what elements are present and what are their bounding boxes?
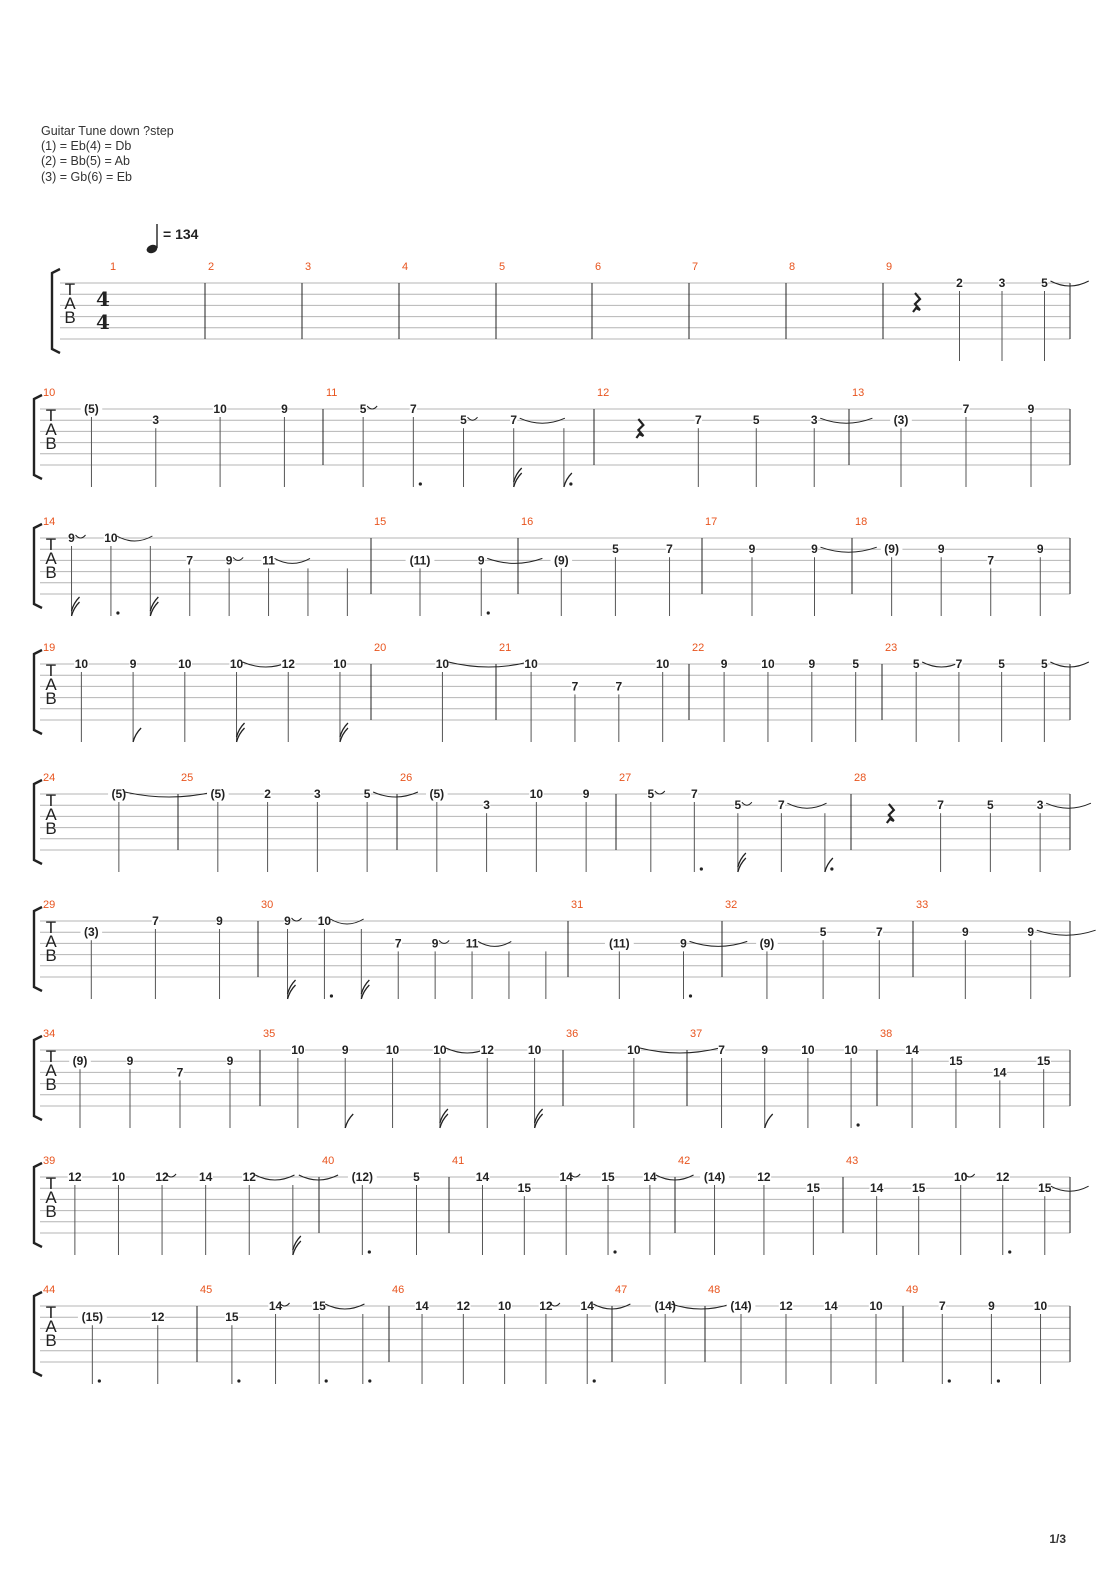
tab-system-1	[52, 261, 1089, 361]
fret-number: 10	[627, 1043, 641, 1057]
fret-number: 12	[996, 1170, 1010, 1184]
fret-number: 9	[68, 531, 75, 545]
measure-number: 11	[326, 387, 338, 399]
measure-number: 1	[110, 261, 117, 273]
fret-number: 14	[198, 1170, 213, 1184]
fret-number: 10	[869, 1299, 883, 1313]
fret-number: 15	[911, 1181, 926, 1196]
note-flag	[133, 728, 141, 742]
measure-number: 30	[261, 899, 274, 911]
fret-number: 7	[571, 679, 579, 694]
measure-number: 8	[789, 261, 796, 273]
fret-number: 10	[524, 657, 538, 671]
fret-number: 5	[1041, 657, 1048, 671]
measure-number: 12	[597, 387, 610, 399]
measure-number: 20	[374, 642, 387, 654]
fret-number: 14	[869, 1181, 884, 1196]
tab-clef-letter: A	[45, 1188, 57, 1207]
fret-number: 11	[465, 936, 479, 951]
fret-number: 15	[1037, 1054, 1051, 1069]
fret-number: (14)	[654, 1299, 676, 1313]
measure-number: 42	[678, 1155, 691, 1167]
measure-number: 19	[43, 642, 56, 654]
fret-number: 9	[126, 1054, 134, 1069]
measure-number: 5	[499, 261, 506, 273]
dot	[368, 1250, 371, 1253]
fret-number: 7	[778, 798, 785, 813]
fret-number: 10	[1033, 1299, 1048, 1313]
measure-number: 31	[571, 899, 584, 911]
fret-number: 9	[811, 542, 818, 557]
tab-clef-letter: A	[64, 294, 76, 313]
fret-number: 10	[385, 1043, 400, 1057]
fret-number: 10	[104, 531, 118, 545]
fret-number: 7	[718, 1043, 725, 1057]
fret-number: 15	[949, 1054, 963, 1069]
tab-system-5	[34, 772, 1091, 872]
fret-number: 5	[1041, 276, 1048, 290]
fret-number: 7	[875, 925, 883, 940]
fret-number: 9	[281, 402, 288, 416]
fret-number: (9)	[884, 542, 899, 557]
tuning-line: Guitar Tune down ?step	[41, 124, 174, 138]
fret-number: (5)	[429, 787, 445, 801]
fret-number: 9	[937, 542, 945, 557]
tab-clef-letter: B	[45, 1075, 57, 1094]
tab-clef-letter: T	[45, 661, 57, 680]
tab-clef-letter: T	[45, 406, 57, 425]
tab-clef-letter: T	[45, 791, 57, 810]
fret-number: 14	[268, 1299, 283, 1313]
dot	[98, 1379, 101, 1382]
measure-number: 18	[855, 516, 868, 528]
fret-number: 10	[74, 657, 89, 671]
fret-number: 15	[601, 1170, 615, 1184]
system-bracket	[34, 907, 42, 991]
fret-number: 14	[580, 1299, 594, 1313]
fret-number: 9	[284, 914, 291, 928]
tab-system-9	[34, 1284, 1070, 1384]
tab-system-2	[34, 387, 1070, 487]
fret-number: 9	[1027, 402, 1035, 416]
measure-number: 6	[595, 261, 602, 273]
measure-number: 49	[906, 1284, 919, 1296]
tab-system-4	[34, 642, 1089, 742]
fret-number: 9	[341, 1043, 349, 1057]
fret-number: 9	[761, 1043, 769, 1057]
dot	[689, 994, 692, 997]
dot	[487, 611, 490, 614]
tab-system-7	[34, 1028, 1070, 1128]
measure-number: 16	[521, 516, 534, 528]
measure-number: 24	[43, 772, 56, 784]
dot	[419, 482, 422, 485]
fret-number: 9	[477, 553, 485, 568]
dot	[116, 611, 119, 614]
fret-number: 12	[151, 1310, 165, 1325]
measure-number: 39	[43, 1155, 56, 1167]
fret-number: 9	[431, 936, 439, 951]
measure-number: 32	[725, 899, 738, 911]
measure-number: 33	[916, 899, 929, 911]
fret-number: 10	[656, 657, 670, 671]
fret-number: 12	[155, 1170, 169, 1184]
fret-number: 5	[998, 657, 1005, 671]
fret-number: 7	[937, 798, 944, 813]
fret-number: 10	[954, 1170, 968, 1184]
fret-number: 12	[757, 1170, 771, 1184]
fret-number: (9)	[72, 1054, 88, 1069]
measure-number: 7	[692, 261, 699, 273]
fret-number: 5	[647, 787, 655, 801]
tab-system-8	[34, 1155, 1089, 1255]
system-bracket	[34, 524, 42, 608]
fret-number: (5)	[111, 787, 127, 801]
tab-clef-letter: A	[45, 420, 57, 439]
measure-number: 3	[305, 261, 312, 273]
fret-number: 12	[281, 657, 295, 671]
measure-number: 27	[619, 772, 632, 784]
fret-number: 14	[993, 1065, 1007, 1080]
measure-number: 35	[263, 1028, 276, 1040]
fret-number: 9	[1027, 925, 1035, 940]
dot	[330, 994, 333, 997]
fret-number: 10	[291, 1043, 305, 1057]
fret-number: 9	[1036, 542, 1044, 557]
fret-number: (5)	[210, 787, 226, 801]
fret-number: 5	[752, 413, 760, 428]
measure-number: 29	[43, 899, 56, 911]
tab-clef-letter: T	[64, 280, 76, 299]
measure-number: 37	[690, 1028, 703, 1040]
measure-number: 40	[322, 1155, 335, 1167]
tab-clef-letter: A	[45, 549, 57, 568]
tab-clef-letter: B	[45, 689, 57, 708]
fret-number: 7	[409, 402, 417, 416]
page-number: 1/3	[1049, 1532, 1066, 1546]
fret-number: 9	[680, 936, 687, 951]
tuning-line: (1) = Eb(4) = Db	[41, 139, 132, 154]
measure-number: 2	[208, 261, 215, 273]
fret-number: 10	[111, 1170, 126, 1184]
dot	[997, 1379, 1000, 1382]
fret-number: 14	[824, 1299, 838, 1313]
dot	[1008, 1250, 1011, 1253]
dot	[569, 482, 572, 485]
fret-number: 7	[694, 413, 702, 428]
tab-clef-letter: B	[45, 946, 57, 965]
fret-number: 9	[748, 542, 756, 557]
fret-number: (14)	[703, 1170, 726, 1184]
fret-number: 7	[938, 1299, 946, 1313]
tab-clef-letter: B	[45, 434, 57, 453]
measure-number: 23	[885, 642, 898, 654]
fret-number: 14	[905, 1043, 919, 1057]
tab-clef-letter: A	[45, 932, 57, 951]
system-bracket	[34, 1163, 42, 1247]
fret-number: 14	[415, 1299, 429, 1313]
fret-number: 9	[216, 914, 223, 928]
fret-number: 12	[456, 1299, 471, 1313]
tab-clef-letter: B	[45, 563, 57, 582]
measure-number: 43	[846, 1155, 859, 1167]
fret-number: 12	[539, 1299, 553, 1313]
fret-number: 5	[734, 798, 742, 813]
fret-number: 10	[801, 1043, 815, 1057]
tab-system-6	[34, 899, 1096, 999]
measure-number: 34	[43, 1028, 56, 1040]
rest-symbol	[636, 419, 643, 438]
fret-number: 10	[433, 1043, 447, 1057]
fret-number: 12	[480, 1043, 494, 1057]
measure-number: 13	[852, 387, 865, 399]
tab-clef-letter: B	[45, 1331, 57, 1350]
measure-number: 17	[705, 516, 718, 528]
tab-clef-letter: A	[45, 675, 57, 694]
fret-number: (11)	[409, 553, 431, 568]
fret-number: 7	[987, 553, 995, 568]
tab-clef-letter: A	[45, 1061, 57, 1080]
fret-number: 12	[242, 1170, 256, 1184]
measure-number: 38	[880, 1028, 893, 1040]
tab-clef-letter: T	[45, 918, 57, 937]
note-flag	[345, 1114, 353, 1128]
measure-number: 26	[400, 772, 413, 784]
fret-number: 10	[213, 402, 227, 416]
fret-number: (11)	[608, 936, 630, 951]
fret-number: 10	[229, 657, 244, 671]
measure-number: 25	[181, 772, 194, 784]
measure-number: 45	[200, 1284, 213, 1296]
fret-number: 3	[998, 276, 1006, 290]
fret-number: (3)	[893, 413, 909, 428]
fret-number: 5	[413, 1170, 420, 1184]
fret-number: 10	[529, 787, 544, 801]
measure-number: 9	[886, 261, 893, 273]
fret-number: 14	[559, 1170, 573, 1184]
fret-number: 7	[615, 679, 623, 694]
fret-number: 14	[475, 1170, 490, 1184]
fret-number: 7	[510, 413, 518, 428]
dot	[368, 1379, 371, 1382]
measure-number: 41	[452, 1155, 465, 1167]
fret-number: 9	[720, 657, 728, 671]
fret-number: (14)	[730, 1299, 752, 1313]
fret-number: 7	[152, 914, 159, 928]
fret-number: 7	[690, 787, 698, 801]
system-bracket	[34, 780, 42, 864]
measure-number: 28	[854, 772, 867, 784]
fret-number: 3	[152, 413, 160, 428]
tab-clef-letter: B	[45, 1202, 57, 1221]
fret-number: 10	[527, 1043, 542, 1057]
fret-number: 7	[666, 542, 673, 557]
fret-number: 3	[314, 787, 321, 801]
measure-number: 14	[43, 516, 56, 528]
tuning-line: (2) = Bb(5) = Ab	[41, 154, 130, 169]
measure-number: 4	[402, 261, 409, 273]
measure-number: 10	[43, 387, 56, 399]
fret-number: 10	[435, 657, 450, 671]
fret-number: 14	[643, 1170, 657, 1184]
system-bracket	[52, 269, 60, 353]
rest-symbol	[887, 804, 894, 823]
system-bracket	[34, 1292, 42, 1376]
measure-number: 36	[566, 1028, 579, 1040]
fret-number: 3	[1036, 798, 1044, 813]
fret-number: (15)	[81, 1310, 104, 1325]
fret-number: 10	[317, 914, 332, 928]
fret-number: 5	[912, 657, 920, 671]
measure-number: 15	[374, 516, 387, 528]
system-bracket	[34, 650, 42, 734]
fret-number: 5	[359, 402, 367, 416]
dot	[325, 1379, 328, 1382]
tempo-value: = 134	[163, 226, 199, 242]
tab-clef-letter: A	[45, 805, 57, 824]
dot	[593, 1379, 596, 1382]
tab-system-3	[34, 516, 1070, 616]
tab-clef-letter: A	[45, 1317, 57, 1336]
fret-number: 15	[1038, 1181, 1052, 1196]
fret-number: 9	[226, 1054, 234, 1069]
fret-number: 15	[225, 1310, 239, 1325]
measure-number: 21	[499, 642, 512, 654]
fret-number: 9	[582, 787, 590, 801]
fret-number: 15	[312, 1299, 326, 1313]
dot	[830, 867, 833, 870]
fret-number: 3	[483, 798, 490, 813]
fret-number: 12	[779, 1299, 793, 1313]
tab-clef-letter: B	[64, 308, 76, 327]
fret-number: 7	[394, 936, 402, 951]
fret-number: 2	[956, 276, 963, 290]
tab-clef-letter: B	[45, 819, 57, 838]
tuning-line: (3) = Gb(6) = Eb	[41, 169, 133, 184]
measure-number: 46	[392, 1284, 405, 1296]
time-signature-bottom: 4	[96, 310, 110, 334]
fret-number: (12)	[351, 1170, 374, 1184]
dot	[856, 1123, 859, 1126]
fret-number: 9	[961, 925, 969, 940]
note-flag	[765, 1114, 773, 1128]
fret-number: 5	[363, 787, 371, 801]
fret-number: 5	[460, 413, 467, 428]
fret-number: 9	[808, 657, 816, 671]
fret-number: 10	[497, 1299, 512, 1313]
fret-number: 5	[987, 798, 994, 813]
fret-number: 5	[852, 657, 860, 671]
tab-clef-letter: T	[45, 1047, 57, 1066]
system-bracket	[34, 1036, 42, 1120]
fret-number: 9	[988, 1299, 995, 1313]
fret-number: 9	[225, 553, 233, 568]
fret-number: (5)	[84, 402, 99, 416]
time-signature-top: 4	[96, 287, 110, 311]
fret-number: 10	[844, 1043, 858, 1057]
measure-number: 22	[692, 642, 705, 654]
measure-number: 44	[43, 1284, 56, 1296]
fret-number: 9	[129, 657, 137, 671]
fret-number: 2	[264, 787, 271, 801]
measure-number: 47	[615, 1284, 628, 1296]
fret-number: (9)	[759, 936, 775, 951]
dot	[948, 1379, 951, 1382]
tab-clef-letter: T	[45, 1303, 57, 1322]
tab-clef-letter: T	[45, 1174, 57, 1193]
fret-number: 10	[761, 657, 775, 671]
fret-number: 12	[68, 1170, 82, 1184]
fret-number: 3	[810, 413, 818, 428]
dot	[613, 1250, 616, 1253]
fret-number: 7	[962, 402, 970, 416]
tab-clef-letter: T	[45, 535, 57, 554]
fret-number: 5	[612, 542, 619, 557]
fret-number: (3)	[83, 925, 99, 940]
fret-number: 5	[819, 925, 827, 940]
fret-number: 11	[262, 553, 275, 568]
system-bracket	[34, 395, 42, 479]
fret-number: (9)	[553, 553, 569, 568]
fret-number: 15	[517, 1181, 532, 1196]
dot	[237, 1379, 240, 1382]
fret-number: 15	[806, 1181, 821, 1196]
fret-number: 10	[333, 657, 347, 671]
fret-number: 7	[955, 657, 963, 671]
measure-number: 48	[708, 1284, 721, 1296]
fret-number: 7	[186, 553, 194, 568]
fret-number: 10	[178, 657, 192, 671]
rest-symbol	[913, 293, 920, 312]
dot	[700, 867, 703, 870]
fret-number: 7	[176, 1065, 184, 1080]
